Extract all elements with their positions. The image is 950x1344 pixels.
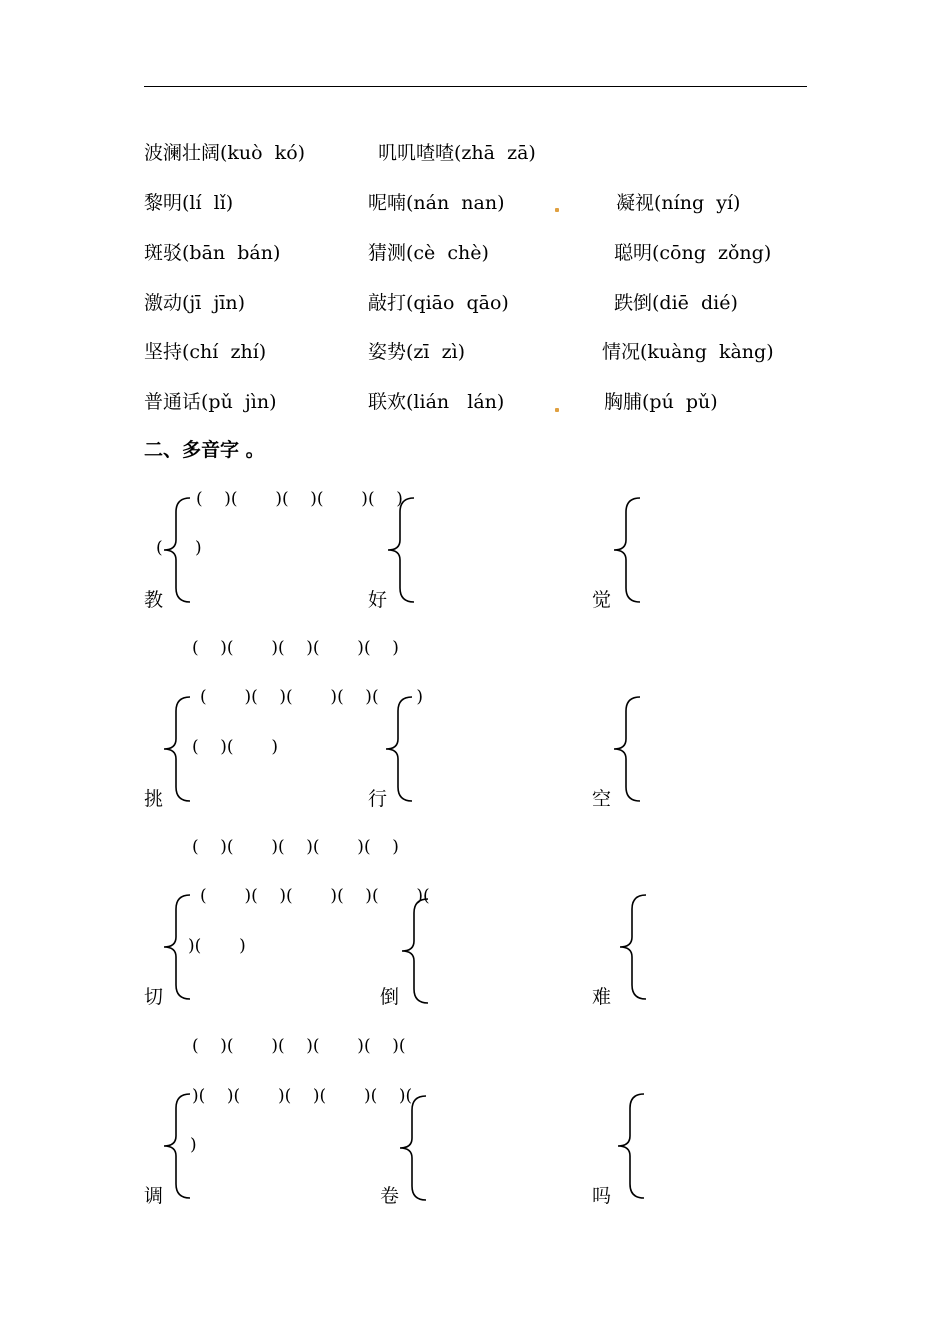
polyphone-char: 卷	[380, 1185, 400, 1207]
polyphone-char: 调	[144, 1185, 164, 1207]
brace-icon	[614, 893, 650, 1001]
polyphone-char: 空	[592, 788, 612, 810]
word-item: 联欢(lián lán)	[368, 391, 505, 413]
answer-paren-line: )( )( )( )( )( )(	[192, 1086, 413, 1106]
brace-icon	[612, 1092, 648, 1200]
brace-icon	[158, 496, 194, 604]
polyphone-char: 教	[144, 589, 164, 611]
polyphone-char: 觉	[592, 589, 612, 611]
brace-icon	[158, 695, 194, 803]
word-item: 黎明(lí lǐ)	[144, 192, 234, 214]
brace-icon	[382, 496, 418, 604]
word-item: 凝视(níng yí)	[616, 192, 741, 214]
brace-icon	[394, 1094, 430, 1202]
answer-paren-line: ( )( )( )( )( )(	[192, 1036, 406, 1056]
brace-icon	[608, 496, 644, 604]
marker-dot	[555, 208, 559, 212]
polyphone-char: 难	[592, 986, 612, 1008]
brace-icon	[158, 1092, 194, 1200]
word-item: 敲打(qiāo qāo)	[368, 292, 509, 314]
word-item: 叽叽喳喳(zhā zā)	[378, 142, 536, 164]
brace-icon	[158, 893, 194, 1001]
answer-paren-line: ( )( )( )( )( )	[192, 837, 399, 857]
word-item: 猜测(cè chè)	[368, 242, 489, 264]
polyphone-char: 挑	[144, 788, 164, 810]
answer-paren-line: ( )( )( )( )( )	[192, 638, 399, 658]
section-2-title: 二、多音字 。	[144, 439, 265, 461]
marker-dot	[555, 408, 559, 412]
word-item: 坚持(chí zhí)	[144, 341, 267, 363]
brace-icon	[608, 695, 644, 803]
polyphone-char: 切	[144, 986, 164, 1008]
word-item: 情况(kuàng kàng)	[602, 341, 774, 363]
answer-paren-line: ( )	[156, 538, 202, 558]
word-item: 跌倒(diē dié)	[614, 292, 738, 314]
answer-paren-line: ( )( )( )( )( )(	[200, 886, 430, 906]
word-item: 波澜壮阔(kuò kó)	[144, 142, 306, 164]
brace-icon	[396, 897, 432, 1005]
polyphone-char: 吗	[592, 1185, 612, 1207]
word-item: 激动(jī jīn)	[144, 292, 246, 314]
answer-paren-line: )( )	[188, 936, 246, 956]
word-item: 聪明(cōng zǒng)	[614, 242, 772, 264]
polyphone-char: 倒	[380, 986, 400, 1008]
header-rule	[144, 86, 807, 87]
word-item: 斑驳(bān bán)	[144, 242, 281, 264]
answer-paren-line: ( )( )( )( )( )	[200, 687, 424, 707]
word-item: 姿势(zī zì)	[368, 341, 466, 363]
polyphone-char: 好	[368, 589, 388, 611]
answer-paren-line: ( )( )	[192, 737, 278, 757]
word-item: 普通话(pǔ jìn)	[144, 391, 277, 413]
word-item: 呢喃(nán nan)	[368, 192, 505, 214]
word-item: 胸脯(pú pǔ)	[604, 391, 718, 413]
polyphone-char: 行	[368, 788, 388, 810]
answer-paren-line: )	[190, 1135, 197, 1155]
answer-paren-line: ( )( )( )( )( )	[196, 489, 403, 509]
